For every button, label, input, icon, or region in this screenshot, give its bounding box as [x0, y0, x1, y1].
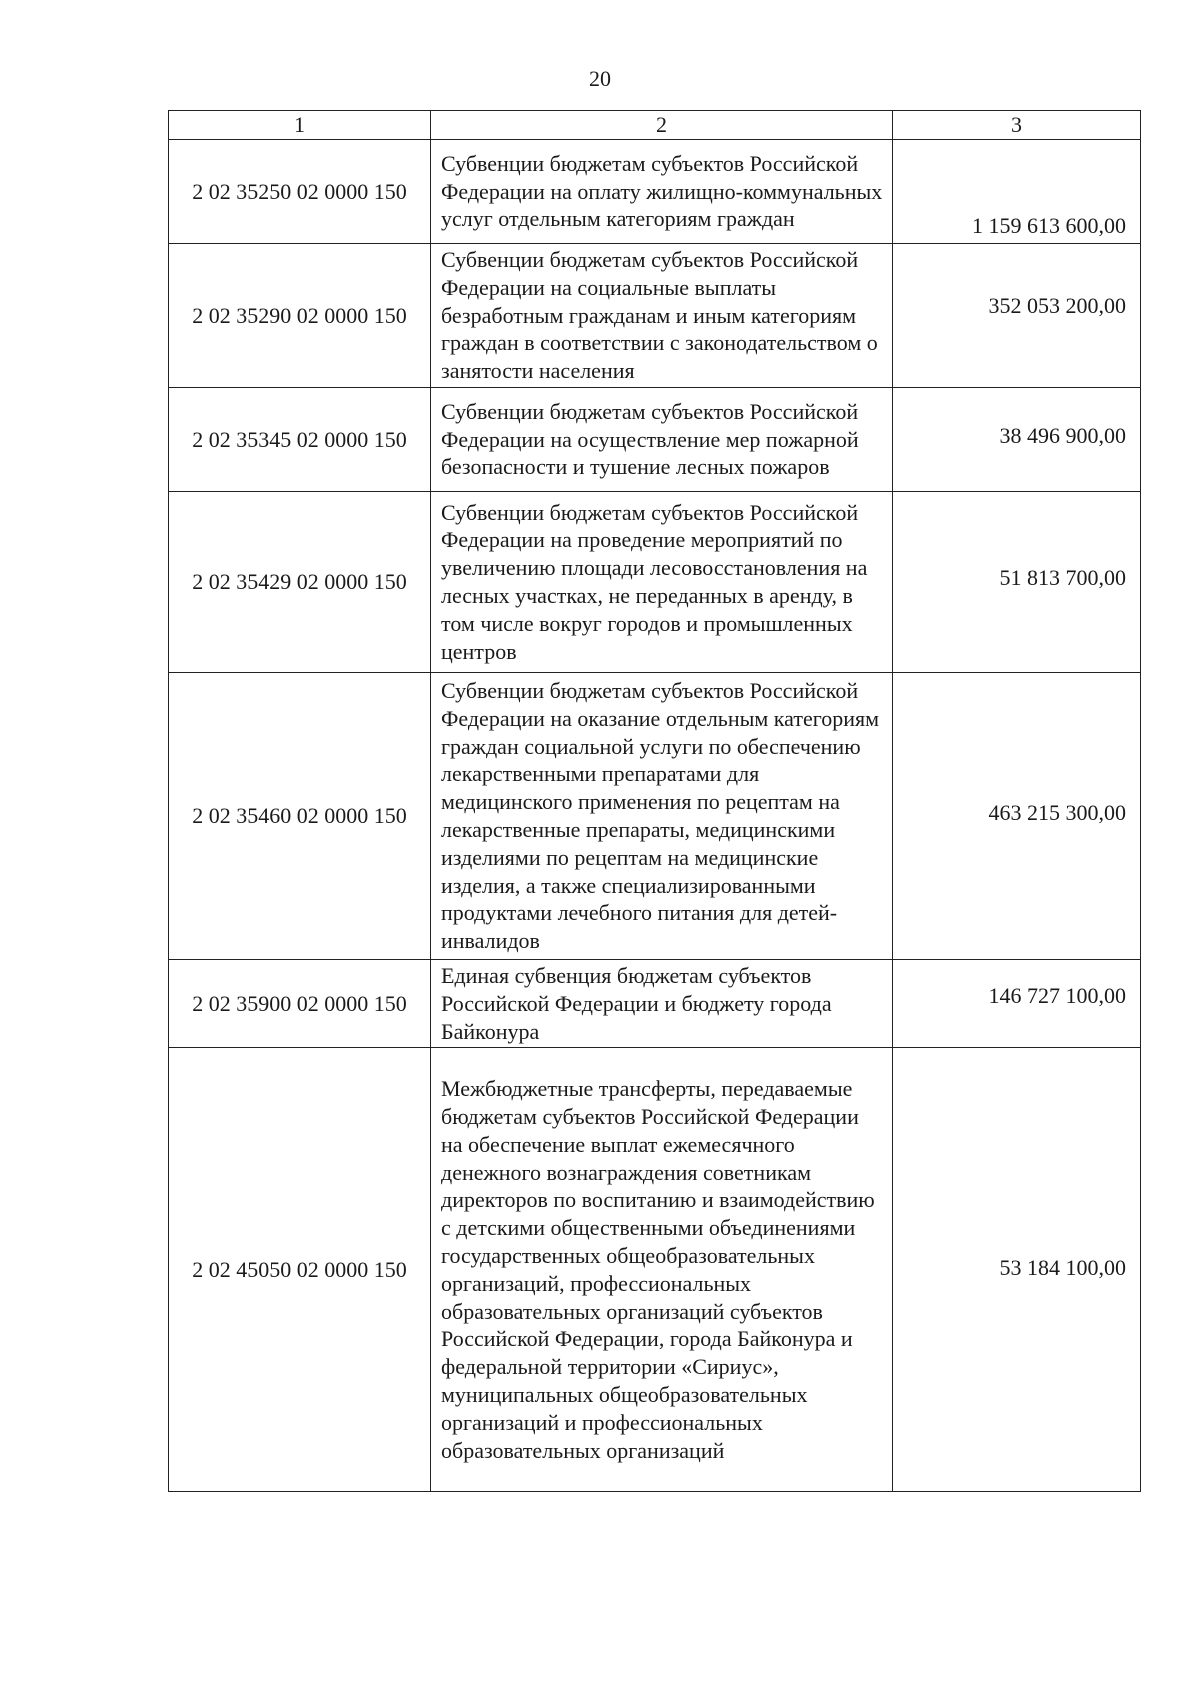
- row-amount-value: 51 813 700,00: [999, 564, 1126, 590]
- table-row: [169, 959, 1141, 1047]
- row-amount-value: 38 496 900,00: [999, 422, 1126, 448]
- row-amount-value: 463 215 300,00: [988, 799, 1126, 825]
- row-name: Субвенции бюджетам субъектов Российской Федерации на проведение мероприятий по увеличению площади лесовосстановления на лесных участках, не переданных в аренду, в том числе вокруг городов и промышленных центров: [431, 491, 893, 672]
- page-number: 20: [589, 66, 611, 91]
- row-name: Единая субвенция бюджетам субъектов Российской Федерации и бюджету города Байконура: [431, 959, 893, 1047]
- row-amount: [893, 1048, 1141, 1492]
- table-row: [169, 672, 1141, 959]
- table-row: [169, 491, 1141, 672]
- column-header-amount: 3: [893, 111, 1141, 140]
- row-code: 2 02 35429 02 0000 150: [169, 491, 431, 672]
- row-code: 2 02 35460 02 0000 150: [169, 672, 431, 959]
- column-header-name: 2: [431, 111, 893, 140]
- row-name: Субвенции бюджетам субъектов Российской Федерации на осуществление мер пожарной безопасности и тушение лесных пожаров: [431, 387, 893, 491]
- row-amount: [893, 387, 1141, 491]
- row-name: Межбюджетные трансферты, передаваемые бюджетам субъектов Российской Федерации на обеспечение выплат ежемесячного денежного вознаграждения советникам директоров по воспитанию и взаимодействию с детскими общественными объединениями государственных общеобразовательных организаций, профессиональных образовательных организаций субъектов Российской Федерации, города Байконура и федеральной территории «Сириус», муниципальных общеобразовательных организаций и профессиональных образовательных организаций: [431, 1048, 893, 1492]
- row-name: Субвенции бюджетам субъектов Российской Федерации на социальные выплаты безработным гражданам и иным категориям граждан в соответствии с законодательством о занятости населения: [431, 244, 893, 388]
- row-amount-value: 53 184 100,00: [999, 1255, 1126, 1281]
- table-row: [169, 1048, 1141, 1492]
- row-name: Субвенции бюджетам субъектов Российской Федерации на оплату жилищно-коммунальных услуг отдельным категориям граждан: [431, 140, 893, 244]
- row-amount-value: 1 159 613 600,00: [972, 213, 1126, 238]
- column-header-code: 1: [169, 111, 431, 140]
- row-code: 2 02 35900 02 0000 150: [169, 959, 431, 1047]
- row-code: 2 02 45050 02 0000 150: [169, 1048, 431, 1492]
- row-code: 2 02 35345 02 0000 150: [169, 387, 431, 491]
- row-amount-value: 146 727 100,00: [988, 982, 1126, 1008]
- budget-table: [168, 110, 1141, 1492]
- table-header-row: [169, 111, 1141, 140]
- table-row: [169, 387, 1141, 491]
- table-row: [169, 244, 1141, 388]
- row-amount: [893, 672, 1141, 959]
- row-code: 2 02 35250 02 0000 150: [169, 140, 431, 244]
- row-amount-value: 352 053 200,00: [988, 293, 1126, 318]
- row-name: Субвенции бюджетам субъектов Российской Федерации на оказание отдельным категориям граждан социальной услуги по обеспечению лекарственными препаратами для медицинского применения по рецептам на лекарственные препараты, медицинскими изделиями по рецептам на медицинские изделия, а также специализированными продуктами лечебного питания для детей-инвалидов: [431, 672, 893, 959]
- row-amount: [893, 244, 1141, 388]
- row-amount: [893, 491, 1141, 672]
- row-amount: [893, 140, 1141, 244]
- row-amount: [893, 959, 1141, 1047]
- table-row: [169, 140, 1141, 244]
- row-code: 2 02 35290 02 0000 150: [169, 244, 431, 388]
